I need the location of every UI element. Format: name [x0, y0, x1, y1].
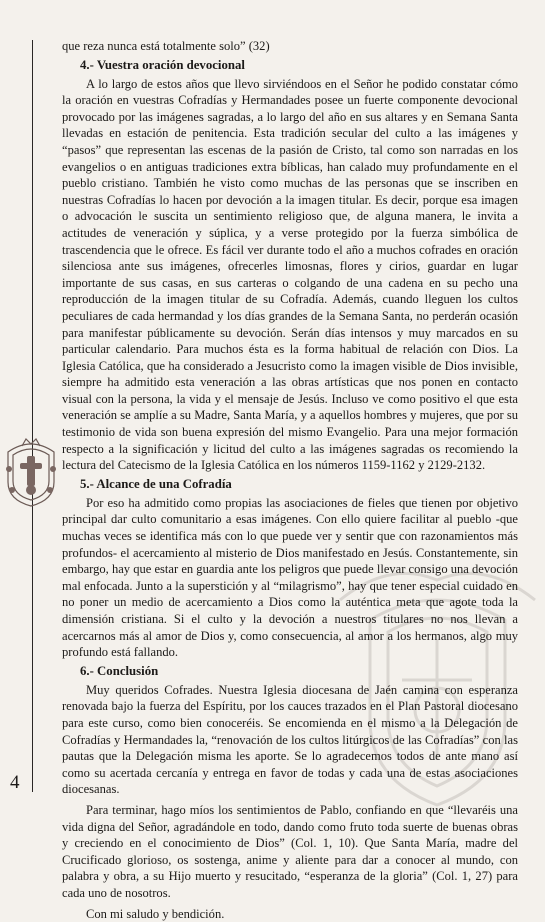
- body-text: [62, 38, 518, 922]
- page-number: 4: [10, 772, 20, 794]
- section-heading-5: 5.- Alcance de una Cofradía: [62, 476, 518, 492]
- paragraph: Muy queridos Cofrades. Nuestra Iglesia diocesana de Jaén camina con esperanza renovada bajo la fuerza del Espíritu, por los cauces trazados en el Plan Pastoral diocesano para este curso, como bien conoceréis. Se encomienda en el mismo a la Delegación de Cofradías y Hermandades la, “renovación de los cultos litúrgicos de las Cofradías” con las pautas que la Delegación misma les aporte. Se lo agradecemos todos de ante mano así como su acertada cercanía y entrega en favor de todas y cada una de estas asociaciones diocesanas.: [62, 682, 518, 798]
- paragraph: Para terminar, hago míos los sentimientos de Pablo, confiando en que “llevaréis una vida digna del Señor, agradándole en todo, dando como fruto toda suerte de buenas obras y creciendo en el conocimiento de Dios” (Col. 1, 10). Que Santa María, madre del Crucificado glorioso, os sostenga, anime y aliente para dar a conocer al mundo, con palabra y obra, a su Hijo muerto y resucitado, “esperanza de la gloria” (Col. 1, 27) para cada uno de nosotros.: [62, 802, 518, 902]
- closing-line: Con mi saludo y bendición.: [62, 906, 518, 922]
- confraternity-seal-icon: [0, 432, 62, 510]
- section-heading-6: 6.- Conclusión: [62, 663, 518, 679]
- margin-rule: [32, 40, 33, 792]
- section-heading-4: 4.- Vuestra oración devocional: [62, 57, 518, 73]
- paragraph: Por eso ha admitido como propias las asociaciones de fieles que tienen por objetivo principal dar culto comunitario a esas imágenes. Con ello quiere facilitar al pueblo -que muchas veces se identifica más con lo que puede ver y sentir que con razonamientos más profundos- el acercamiento al misterio de Dios manifestado en Jesús. Constantemente, sin embargo, hay que estar en guardia ante los peligros que puede llevar consigo una devoción mal enfocada. Junto a la superstición y al “milagrismo”, hay que tener especial cuidado en no poner un medio de acercamiento a Dios como la auténtica meta que agote toda la dimensión cristiana. Si el culto y la devoción a nuestros titulares no nos llevan a acercarnos más al amor de Dios y, como consecuencia, al amor a los hermanos, algo muy profundo está fallando.: [62, 495, 518, 661]
- continuation-line: que reza nunca está totalmente solo” (32): [62, 38, 518, 55]
- paragraph: A lo largo de estos años que llevo sirviéndoos en el Señor he podido constatar cómo la oración en vuestras Cofradías y Hermandades posee un fuerte componente devocional provocado por las imágenes sagradas, a lo largo del año en sus altares y en Semana Santa llevadas en estación de penitencia. Esta tradición secular del culto a las imágenes y “pasos” que representan las escenas de la pasión de Cristo, tal como son narradas en los evangelios o en antiguas tradiciones extra bíblicas, han calado muy profundamente en el pueblo cristiano. También he visto como muchas de las personas que se inscriben en nuestras Cofradías lo hacen por devoción a la imagen titular. Es decir, porque esa imagen o advocación le suscita un sentimiento religioso que, de alguna manera, le invita a actitudes de veneración y súplica, y a verse protegido por la fuerza simbólica de trascendencia que le ofrece. Es fácil ver durante todo el año a muchos cofrades en oración silenciosa ante sus imágenes, ofrecerles limosnas, flores y cirios, guardar en lugar importante de sus casas, en sus carteras o colgando de una cadena en su pecho una reproducción de la imagen titular de su Cofradía. Además, cuando lleguen los cultos peculiares de cada hermandad y los días grandes de la Semana Santa, no perderán ocasión para manifestar públicamente su devoción. Serán días intensos y muy marcados en su particular calendario. Para muchos ésta es la forma habitual de relación con Dios. La Iglesia Católica, que ha considerado a Jesucristo como la imagen visible de Dios invisible, siempre ha admitido esta veneración a las obras artísticas que nos ponen en contacto visual con la persona, la vida y el mensaje de Jesús. Incluso ve como positivo el que esta veneración se amplíe a su Madre, Santa María, y a aquellos hombres y mujeres, que por su testimonio de vida son buena expresión del mismo Evangelio. Para una mejor formación respecto a la significación y licitud del culto a las imágenes sagradas os recomiendo la lectura del Catecismo de la Iglesia Católica en los números 1159-1162 y 2129-2132.: [62, 76, 518, 474]
